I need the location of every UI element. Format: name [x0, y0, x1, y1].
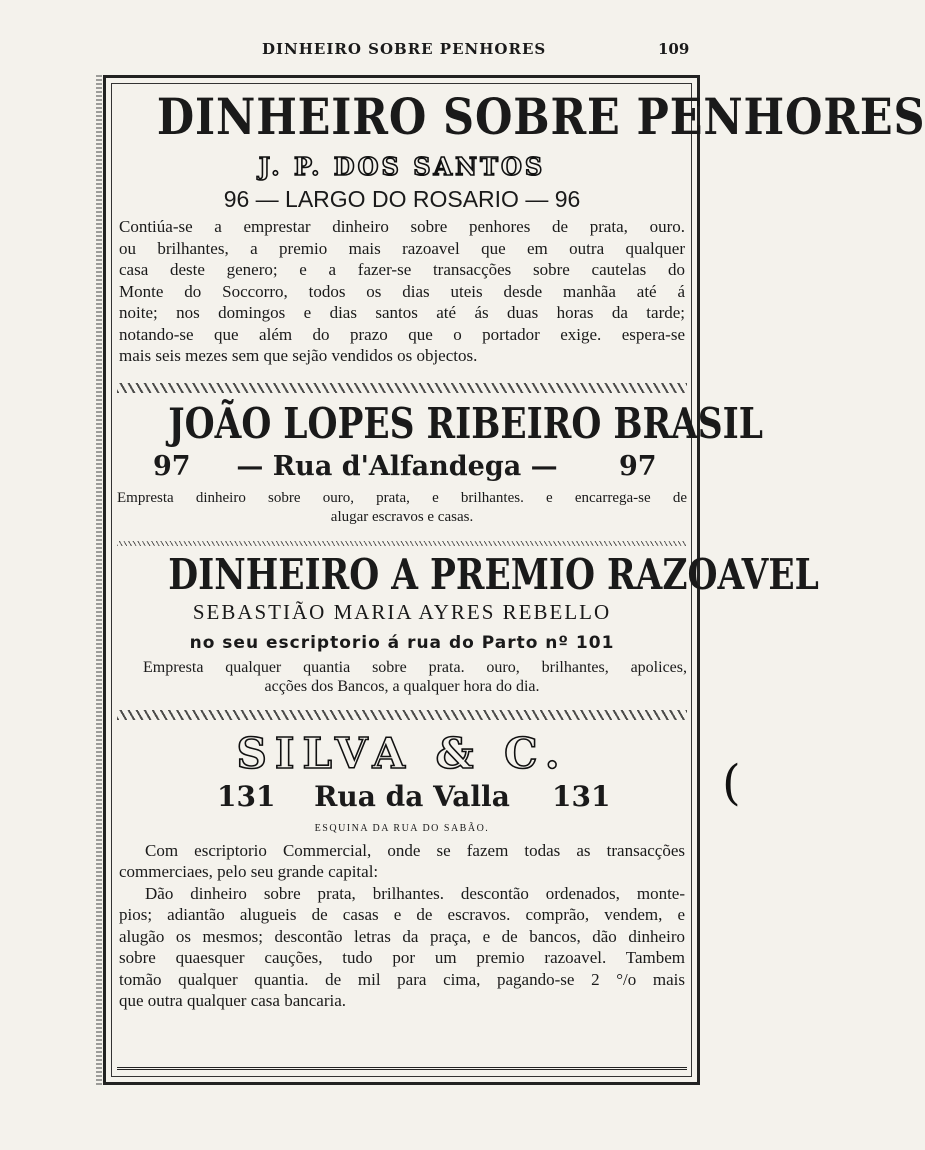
ad4-headline: SILVA & C.	[236, 728, 568, 778]
ad2-line: alugar escravos e casas.	[330, 508, 474, 525]
wavy-rule	[117, 541, 687, 546]
ad1-line: notando-se que além do prazo que o portador exige. espera-se	[119, 324, 685, 344]
ad4-street: Rua da Valla	[314, 779, 510, 813]
left-hatched-border	[96, 75, 102, 1085]
ad1-name: J. P. DOS SANTOS	[258, 152, 546, 181]
ad2-headline: JOÃO LOPES RIBEIRO BRASIL	[168, 398, 764, 448]
ad-silva	[117, 730, 687, 1012]
wavy-rule	[117, 383, 687, 393]
ad3-name: SEBASTIÃO MARIA AYRES REBELLO	[192, 599, 612, 624]
ad3-headline: DINHEIRO A PREMIO RAZOAVEL	[168, 549, 819, 599]
ad2-number-right: 97	[619, 450, 657, 482]
bracket-mark: (	[722, 755, 741, 811]
ad1-line: casa deste genero; e a fazer-se transacções sobre cautelas do	[119, 260, 685, 279]
ad1-line: ou brilhantes, a premio mais razoavel que em outra qualquer	[119, 238, 685, 258]
ad4-line: pios; adiantão alugueis de casas e de escravos. comprão, vendem, e	[119, 905, 685, 924]
running-head	[0, 40, 757, 64]
ad1-line: Contiúa-se a emprestar dinheiro sobre penhores de prata, ouro.	[119, 217, 685, 236]
ad4-line: alugão os mesmos; descontão letras da praça, e de bancos, dão dinheiro	[119, 926, 685, 946]
ad1-address: 96 — LARGO DO ROSARIO — 96	[223, 186, 581, 212]
ad-rebello	[117, 549, 819, 696]
ad2-number-left: 97	[153, 450, 191, 482]
ad4-line: Com escriptorio Commercial, onde se fazem todas as transacções	[145, 840, 685, 860]
ad-lopes-ribeiro	[117, 398, 764, 527]
ad1-body	[117, 216, 687, 367]
bottom-double-rule	[117, 1067, 687, 1070]
ad2-street: — Rua d'Alfandega —	[236, 450, 558, 482]
wavy-rule	[117, 710, 687, 720]
ad4-body	[117, 840, 687, 1012]
ad4-line: que outra qualquer casa bancaria.	[119, 991, 347, 1010]
ad1-line: Monte do Soccorro, todos os dias uteis desde manhãa até á	[119, 281, 685, 301]
ad4-address	[117, 778, 687, 818]
ad4-line: sobre quaesquer cauções, tudo por um premio razoavel. Tambem	[119, 948, 685, 967]
ad-dos-santos	[117, 87, 925, 367]
ad4-line: Dão dinheiro sobre prata, brilhantes. descontão ordenados, monte-	[145, 883, 685, 903]
page-number: 109	[658, 40, 690, 58]
ad1-line: noite; nos domingos e dias santos até ás duas horas da tarde;	[119, 303, 685, 322]
ad4-number-left: 131	[217, 779, 276, 813]
running-head-title: DINHEIRO SOBRE PENHORES	[262, 40, 547, 58]
ad4-line: commerciaes, pelo seu grande capital:	[119, 862, 379, 881]
ad4-line: tomão qualquer quantia. de mil para cima, pagando-se 2 °/o mais	[119, 969, 685, 989]
ad4-corner: ESQUINA DA RUA DO SABÃO.	[314, 822, 490, 834]
ad1-line: mais seis mezes sem que sejão vendidos os objectos.	[119, 346, 478, 365]
ad3-location: no seu escriptorio á rua do Parto nº 101	[189, 632, 615, 653]
ad2-line: Empresta dinheiro sobre ouro, prata, e brilhantes. e encarrega-se de	[117, 489, 687, 506]
ad3-line: Empresta qualquer quantia sobre prata. ouro, brilhantes, apolices,	[143, 658, 687, 676]
advertisements	[117, 87, 925, 1012]
ad1-headline: DINHEIRO SOBRE PENHORES	[156, 87, 925, 146]
ad3-line: acções dos Bancos, a qualquer hora do dia.	[264, 677, 540, 695]
ad4-number-right: 131	[552, 779, 611, 813]
ad2-address	[117, 449, 687, 489]
